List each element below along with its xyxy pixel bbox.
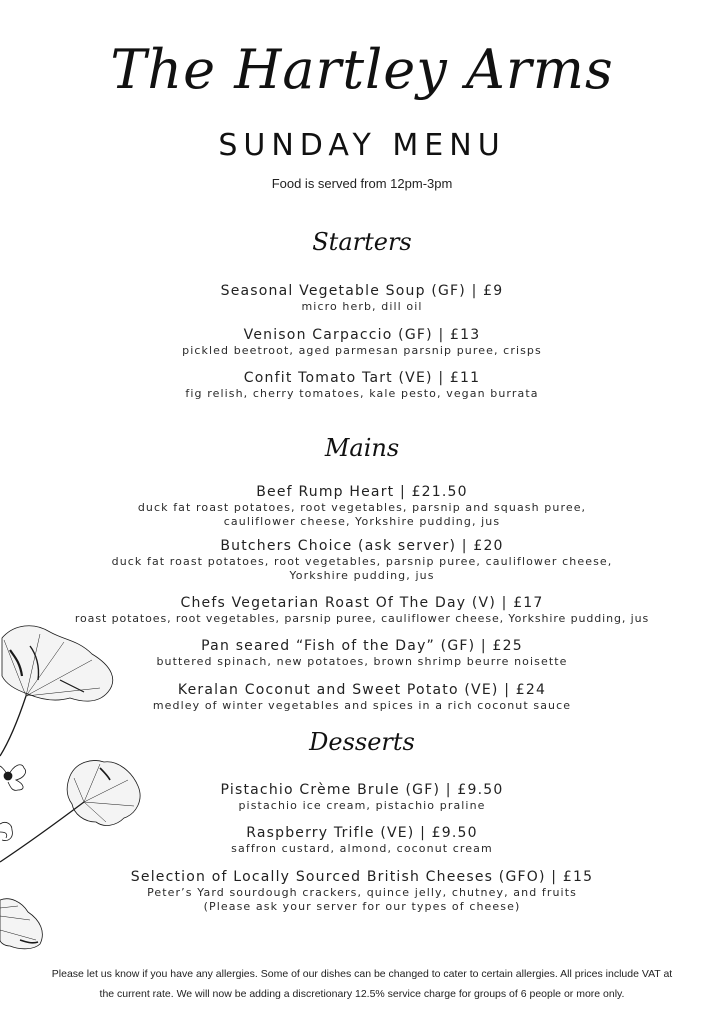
menu-item bbox=[20, 594, 704, 626]
serving-hours: Food is served from 12pm-3pm bbox=[271, 176, 453, 191]
item-title: Selection of Locally Sourced British Cheeses (GFO) | £15 bbox=[130, 869, 594, 885]
item-title: Confit Tomato Tart (VE) | £11 bbox=[243, 370, 481, 386]
section-heading-desserts: Desserts bbox=[309, 728, 415, 756]
allergy-notice-line2: the current rate. We will now be adding a discretionary 12.5% service charge for groups of 6 people or more only. bbox=[99, 988, 625, 1000]
item-title: Keralan Coconut and Sweet Potato (VE) | £24 bbox=[177, 682, 547, 698]
item-description: pickled beetroot, aged parmesan parsnip puree, crisps bbox=[182, 344, 542, 357]
item-description: Peter’s Yard sourdough crackers, quince jelly, chutney, and fruits bbox=[147, 886, 577, 899]
item-title: Butchers Choice (ask server) | £20 bbox=[220, 538, 504, 554]
item-title: Raspberry Trifle (VE) | £9.50 bbox=[246, 825, 478, 841]
item-title: Seasonal Vegetable Soup (GF) | £9 bbox=[220, 283, 504, 299]
allergy-notice bbox=[30, 964, 694, 1004]
menu-item bbox=[40, 537, 684, 583]
item-description: duck fat roast potatoes, root vegetables, parsnip and squash puree, bbox=[137, 501, 587, 514]
menu-item bbox=[40, 781, 684, 813]
item-title: Pan seared “Fish of the Day” (GF) | £25 bbox=[201, 638, 523, 654]
item-description: saffron custard, almond, coconut cream bbox=[231, 842, 493, 855]
item-description: duck fat roast potatoes, root vegetables, parsnip puree, cauliflower cheese, bbox=[111, 555, 613, 568]
item-description-line2: cauliflower cheese, Yorkshire pudding, jus bbox=[223, 515, 501, 528]
section-heading-starters: Starters bbox=[312, 228, 412, 256]
menu-item bbox=[40, 681, 684, 713]
menu-item bbox=[40, 637, 684, 669]
section-heading-mains: Mains bbox=[324, 434, 400, 462]
item-description: micro herb, dill oil bbox=[301, 300, 423, 313]
menu-item bbox=[40, 282, 684, 314]
item-title: Beef Rump Heart | £21.50 bbox=[256, 484, 468, 500]
menu-item bbox=[40, 824, 684, 856]
item-description: medley of winter vegetables and spices in a rich coconut sauce bbox=[152, 699, 572, 712]
menu-item bbox=[40, 326, 684, 358]
item-description: fig relish, cherry tomatoes, kale pesto, vegan burrata bbox=[185, 387, 539, 400]
item-description-line2: Yorkshire pudding, jus bbox=[289, 569, 435, 582]
item-description: roast potatoes, root vegetables, parsnip puree, cauliflower cheese, Yorkshire pudding, jus bbox=[74, 612, 650, 625]
menu-item bbox=[40, 483, 684, 529]
item-title: Pistachio Crème Brule (GF) | £9.50 bbox=[220, 782, 504, 798]
item-description: buttered spinach, new potatoes, brown shrimp beurre noisette bbox=[156, 655, 568, 668]
allergy-notice-line1: Please let us know if you have any allergies. Some of our dishes can be changed to cater to certain allergies. All prices include VAT at bbox=[51, 968, 673, 980]
item-title: Chefs Vegetarian Roast Of The Day (V) | £17 bbox=[180, 595, 544, 611]
item-title: Venison Carpaccio (GF) | £13 bbox=[243, 327, 481, 343]
restaurant-name: The Hartley Arms bbox=[110, 38, 614, 101]
menu-item bbox=[40, 868, 684, 914]
menu-item bbox=[40, 369, 684, 401]
item-description: pistachio ice cream, pistachio praline bbox=[238, 799, 486, 812]
item-description-line2: (Please ask your server for our types of cheese) bbox=[203, 900, 521, 913]
menu-title: SUNDAY MENU bbox=[218, 128, 506, 163]
